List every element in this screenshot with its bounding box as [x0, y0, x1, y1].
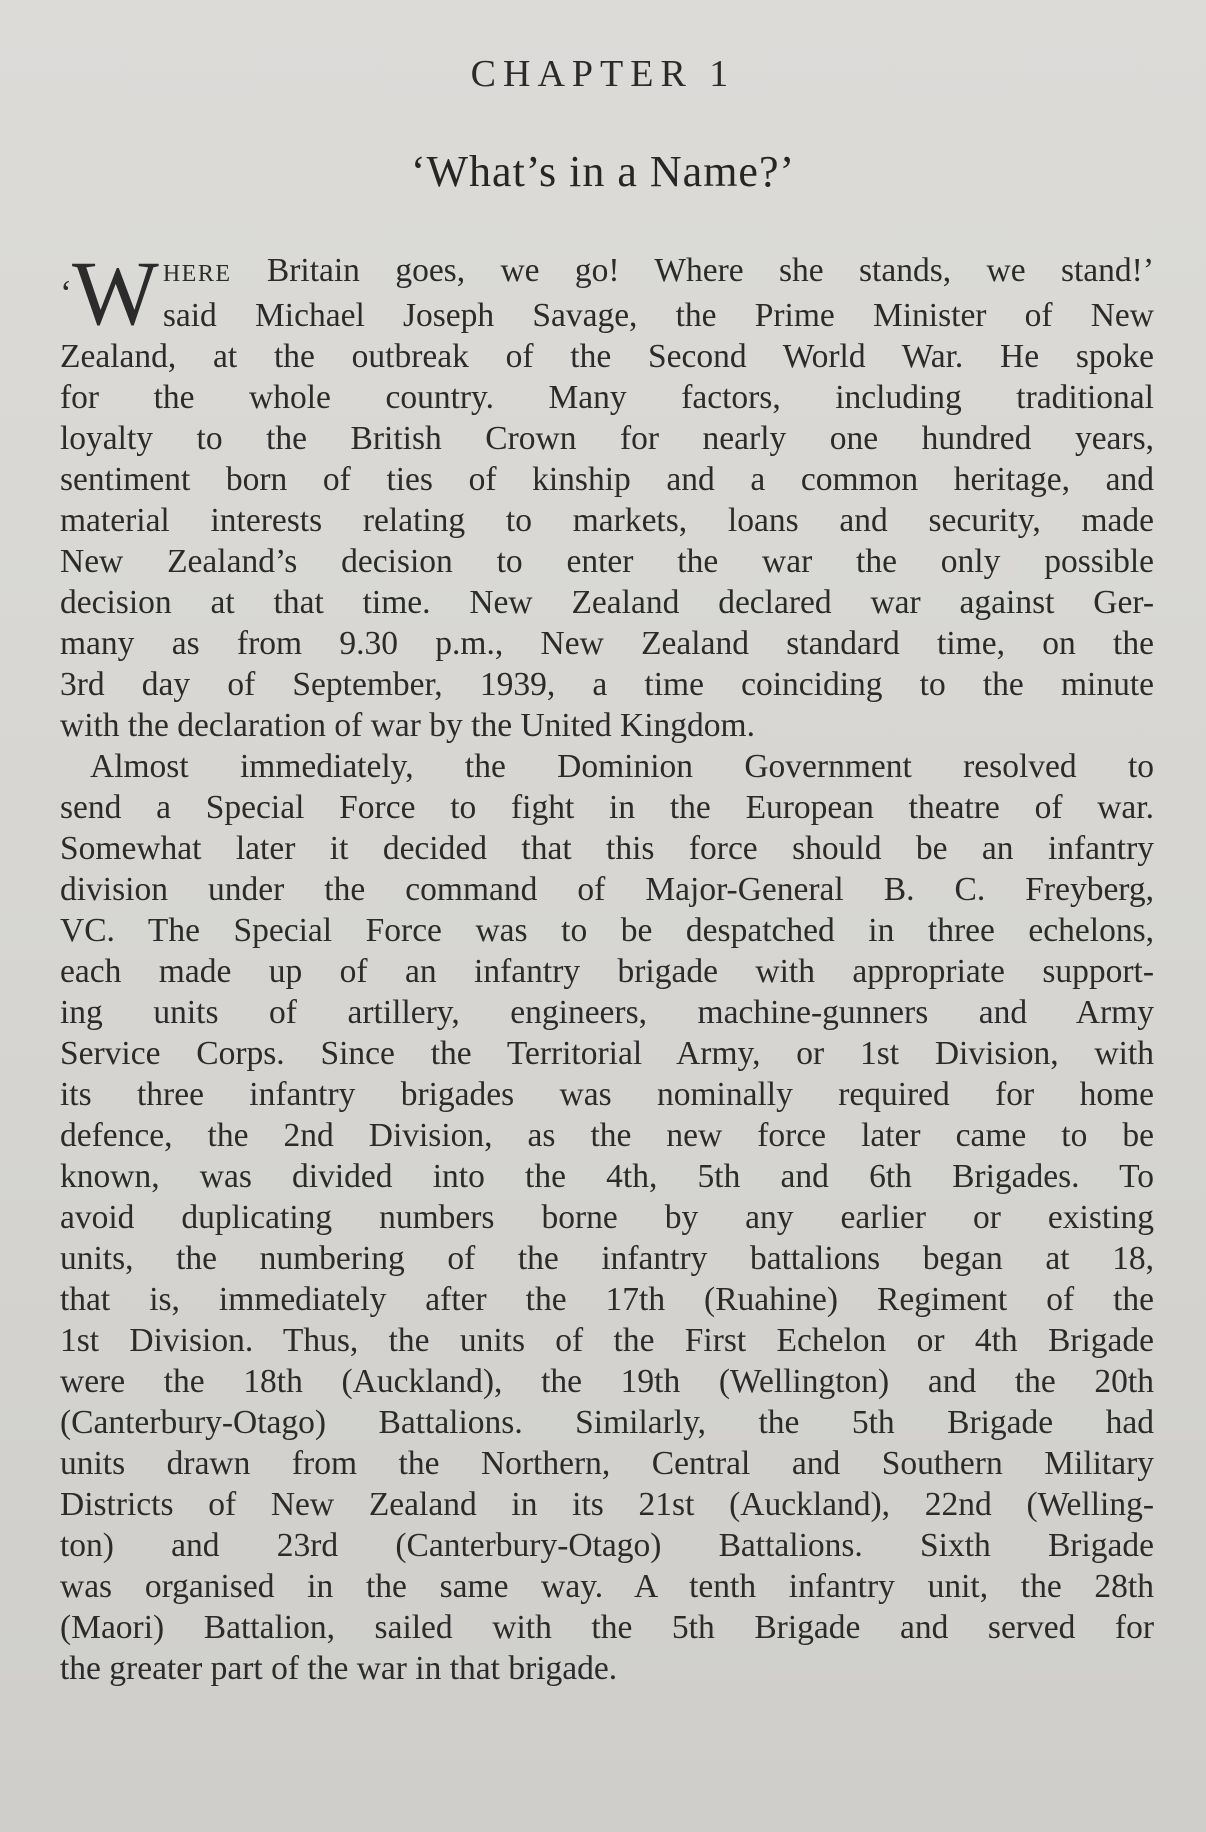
paragraph-2-line: (Canterbury-Otago) Battalions. Similarly, the 5th Brigade had	[60, 1404, 1154, 1441]
paragraph-1-line: 3rd day of September, 1939, a time coinciding to the minute	[60, 666, 1154, 703]
chapter-label: CHAPTER 1	[470, 53, 736, 95]
paragraph-2-line: each made up of an infantry brigade with appropriate support-	[60, 953, 1154, 990]
paragraph-1-line: Zealand, at the outbreak of the Second World War. He spoke	[60, 338, 1154, 375]
paragraph-1-line: with the declaration of war by the United Kingdom.	[60, 707, 755, 744]
chapter-title: ‘What’s in a Name?’	[410, 147, 796, 196]
paragraph-2-line: were the 18th (Auckland), the 19th (Wellington) and the 20th	[60, 1363, 1154, 1400]
paragraph-2-line: Service Corps. Since the Territorial Army, or 1st Division, with	[60, 1035, 1154, 1072]
lead-smallcaps: HERE	[162, 261, 232, 287]
paragraph-1-line: said Michael Joseph Savage, the Prime Minister of New	[162, 297, 1154, 334]
paragraph-1-line: New Zealand’s decision to enter the war the only possible	[60, 543, 1154, 580]
paragraph-2-line: ton) and 23rd (Canterbury-Otago) Battalions. Sixth Brigade	[60, 1527, 1154, 1564]
paragraph-2-line: that is, immediately after the 17th (Ruahine) Regiment of the	[60, 1281, 1154, 1318]
paragraph-2-line: Almost immediately, the Dominion Government resolved to	[90, 748, 1154, 785]
paragraph-1-line: decision at that time. New Zealand declared war against Ger-	[60, 584, 1154, 621]
paragraph-2-line: (Maori) Battalion, sailed with the 5th Brigade and served for	[60, 1609, 1154, 1646]
paragraph-2-line: units drawn from the Northern, Central and Southern Military	[60, 1445, 1154, 1482]
paragraph-2-line: was organised in the same way. A tenth infantry unit, the 28th	[60, 1568, 1154, 1605]
paragraph-2-line: avoid duplicating numbers borne by any earlier or existing	[60, 1199, 1154, 1236]
drop-cap	[60, 250, 159, 336]
paragraph-2-line: Districts of New Zealand in its 21st (Auckland), 22nd (Welling-	[60, 1486, 1154, 1523]
paragraph-2-line: defence, the 2nd Division, as the new force later came to be	[60, 1117, 1154, 1154]
paragraph-2-line: its three infantry brigades was nominally required for home	[60, 1076, 1154, 1113]
paragraph-1-opening	[60, 250, 1154, 336]
paragraph-2-line: the greater part of the war in that brigade.	[60, 1650, 618, 1687]
opening-quote: ‘	[60, 273, 72, 313]
paragraph-2-line: VC. The Special Force was to be despatched in three echelons,	[60, 912, 1154, 949]
paragraph-2-line: Somewhat later it decided that this force should be an infantry	[60, 830, 1154, 867]
paragraph-1-line: HERE Britain goes, we go! Where she stands, we stand!’	[162, 252, 1154, 289]
paragraph-1-line: many as from 9.30 p.m., New Zealand standard time, on the	[60, 625, 1154, 662]
drop-cap-letter: W	[72, 250, 159, 336]
paragraph-1-line: loyalty to the British Crown for nearly one hundred years,	[60, 420, 1154, 457]
paragraph-1-line: material interests relating to markets, loans and security, made	[60, 502, 1154, 539]
paragraph-2-line: known, was divided into the 4th, 5th and 6th Brigades. To	[60, 1158, 1154, 1195]
paragraph-2-line: division under the command of Major-General B. C. Freyberg,	[60, 871, 1154, 908]
paragraph-2-line: send a Special Force to fight in the European theatre of war.	[60, 789, 1154, 826]
paragraph-2-line: ing units of artillery, engineers, machine-gunners and Army	[60, 994, 1154, 1031]
paragraph-2-line: 1st Division. Thus, the units of the First Echelon or 4th Brigade	[60, 1322, 1154, 1359]
paragraph-1-line: sentiment born of ties of kinship and a common heritage, and	[60, 461, 1154, 498]
body-text	[60, 250, 1154, 1689]
paragraph-1-line: for the whole country. Many factors, including traditional	[60, 379, 1154, 416]
paragraph-2-line: units, the numbering of the infantry battalions began at 18,	[60, 1240, 1154, 1277]
